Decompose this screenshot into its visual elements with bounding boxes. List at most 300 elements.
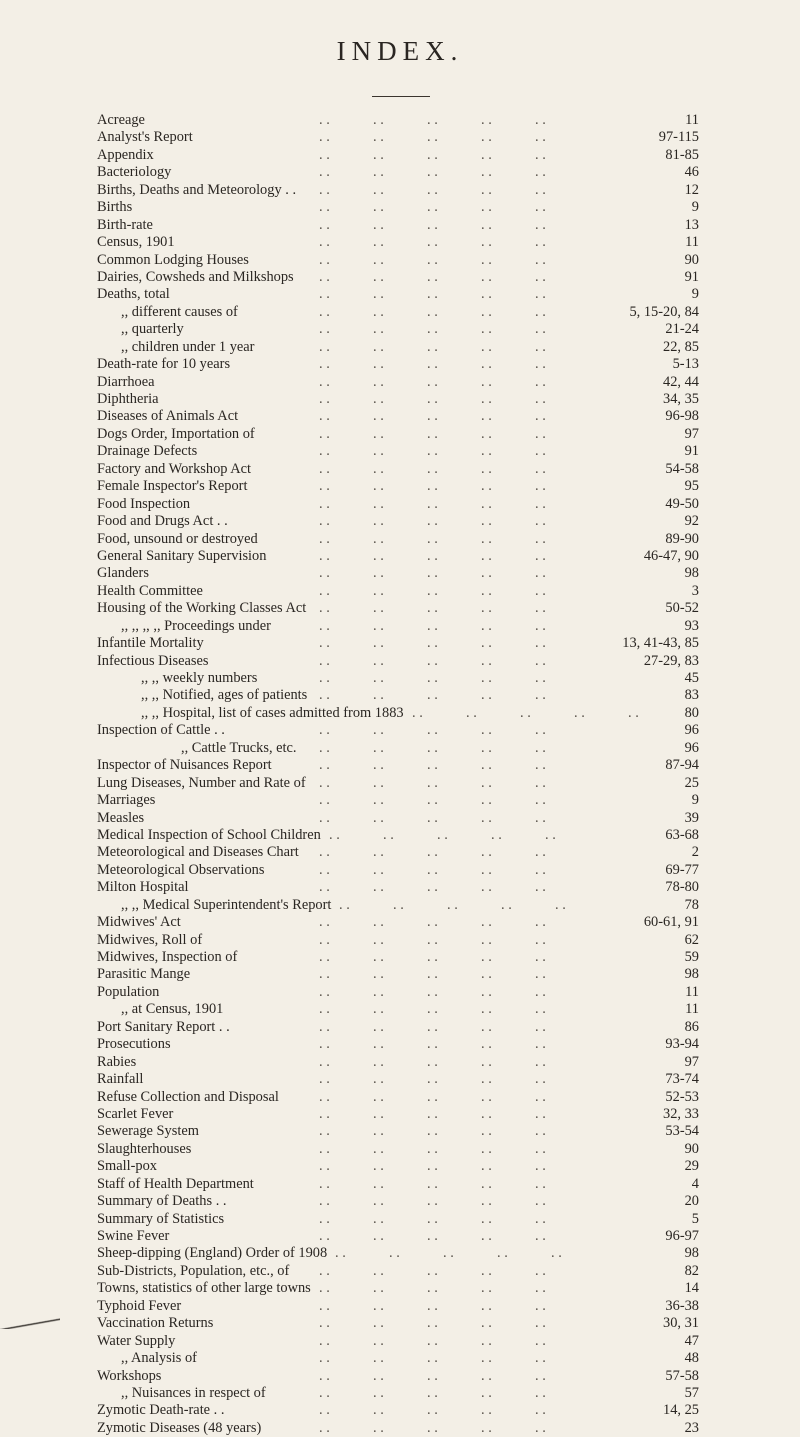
entry-text: Slaughterhouses xyxy=(97,1140,192,1157)
leader-dots: . . . . . . . . . . xyxy=(319,112,546,128)
entry-text: Diphtheria xyxy=(97,391,159,407)
entry-page: 48 xyxy=(684,1350,699,1367)
leader-dots: . . . . . . . . . . xyxy=(319,1280,546,1297)
entry-text: Diarrhoea xyxy=(97,373,155,390)
entry-page: 14, 25 xyxy=(663,1402,699,1419)
leader-dots: . . . . . . . . . . xyxy=(319,1018,546,1035)
index-entry xyxy=(97,321,699,338)
leader-dots: . . . . . . . . . . xyxy=(319,600,546,617)
entry-text: Inspector of Nuisances Report xyxy=(97,757,272,774)
entry-page: 9 xyxy=(691,286,699,303)
leader-dots: . . . . . . . . . . xyxy=(319,809,546,826)
leader-dots: . . . . . . . . . . xyxy=(319,1053,546,1070)
entry-page: 90 xyxy=(684,251,699,268)
leader-dots: . . . . . . . . . . xyxy=(319,425,546,442)
index-entry xyxy=(97,1298,699,1315)
entry-page: 86 xyxy=(684,1018,699,1035)
leader-dots: . . . . . . . . . . xyxy=(319,1210,546,1227)
entry-page: 32, 33 xyxy=(663,1105,699,1122)
index-entry xyxy=(97,1019,699,1036)
entry-page: 11 xyxy=(685,112,699,128)
entry-page: 91 xyxy=(684,268,699,285)
leader-dots: . . . . . . . . . . xyxy=(319,757,546,774)
title-rule xyxy=(372,96,430,97)
entry-text: Meteorological and Diseases Chart xyxy=(97,844,299,861)
entry-text: Midwives, Inspection of xyxy=(97,949,238,965)
entry-text: ,, ,, ,, ,, Proceedings under xyxy=(121,617,271,634)
leader-dots: . . . . . . . . . . xyxy=(319,565,546,582)
entry-page: 78-80 xyxy=(665,879,699,896)
entry-text: Refuse Collection and Disposal xyxy=(97,1088,279,1105)
leader-dots: . . . . . . . . . . xyxy=(335,1245,562,1262)
entry-page: 21-24 xyxy=(665,321,699,338)
entry-page: 96-98 xyxy=(665,408,699,425)
index-entry xyxy=(97,1071,699,1088)
entry-page: 9 xyxy=(691,199,699,216)
leader-dots: . . . . . . . . . . xyxy=(319,1262,546,1279)
entry-page: 50-52 xyxy=(665,600,699,617)
index-entry xyxy=(97,1141,699,1158)
leader-dots: . . . . . . . . . . xyxy=(319,792,546,809)
entry-text: Deaths, total xyxy=(97,286,170,303)
index-entry xyxy=(97,932,699,949)
page-corner-mark xyxy=(0,1315,60,1329)
entry-text: Zymotic Diseases (48 years) xyxy=(97,1419,262,1436)
entry-text: ,, children under 1 year xyxy=(121,338,255,355)
index-entry xyxy=(97,391,699,408)
leader-dots: . . . . . . . . . . xyxy=(319,530,546,547)
entry-text: Analyst's Report xyxy=(97,129,193,146)
leader-dots: . . . . . . . . . . xyxy=(319,1001,546,1018)
entry-page: 96 xyxy=(684,722,699,739)
entry-page: 11 xyxy=(685,1001,699,1018)
entry-text: Health Committee xyxy=(97,582,203,599)
entry-text: ,, ,, Notified, ages of patients xyxy=(141,687,308,704)
index-entry xyxy=(97,705,699,722)
entry-page: 69-77 xyxy=(665,861,699,878)
entry-page: 63-68 xyxy=(665,826,699,843)
entry-page: 93 xyxy=(684,617,699,634)
entry-page: 98 xyxy=(684,565,699,582)
leader-dots: . . . . . . . . . . xyxy=(319,1158,546,1175)
leader-dots: . . . . . . . . . . xyxy=(319,617,546,634)
leader-dots: . . . . . . . . . . xyxy=(319,635,546,652)
entry-text: Small-pox xyxy=(97,1158,157,1175)
entry-page: 54-58 xyxy=(665,460,699,477)
entry-page: 25 xyxy=(684,774,699,791)
index-entry xyxy=(97,1089,699,1106)
entry-text: Staff of Health Department xyxy=(97,1175,254,1192)
entry-text: Port Sanitary Report . . xyxy=(97,1018,230,1035)
leader-dots: . . . . . . . . . . xyxy=(319,478,546,495)
entry-page: 22, 85 xyxy=(663,338,699,355)
index-entry xyxy=(97,1176,699,1193)
index-entry xyxy=(97,984,699,1001)
index-entry xyxy=(97,740,699,757)
leader-dots: . . . . . . . . . . xyxy=(319,129,546,146)
entry-page: 91 xyxy=(684,443,699,460)
leader-dots: . . . . . . . . . . xyxy=(319,1384,546,1401)
entry-page: 83 xyxy=(684,687,699,704)
leader-dots: . . . . . . . . . . xyxy=(319,1193,546,1210)
entry-text: Prosecutions xyxy=(97,1036,171,1053)
index-entry xyxy=(97,129,699,146)
entry-page: 3 xyxy=(691,582,699,599)
entry-page: 89-90 xyxy=(665,530,699,547)
index-entry xyxy=(97,1368,699,1385)
index-entry xyxy=(97,1211,699,1228)
leader-dots: . . . . . . . . . . xyxy=(319,1123,546,1140)
entry-text: Infantile Mortality xyxy=(97,635,204,652)
entry-page: 80 xyxy=(684,704,699,721)
entry-page: 46 xyxy=(684,164,699,181)
index-entry xyxy=(97,775,699,792)
leader-dots: . . . . . . . . . . xyxy=(319,146,546,163)
leader-dots: . . . . . . . . . . xyxy=(319,722,546,739)
index-entry xyxy=(97,252,699,269)
entry-text: ,, ,, Hospital, list of cases admitted from 1883 xyxy=(141,704,404,721)
entry-text: Birth-rate xyxy=(97,216,153,233)
leader-dots: . . . . . . . . . . xyxy=(319,495,546,512)
index-entry xyxy=(97,461,699,478)
entry-text: Towns, statistics of other large towns xyxy=(97,1280,311,1297)
entry-text: Rainfall xyxy=(97,1071,144,1088)
entry-text: Population xyxy=(97,983,160,1000)
entry-text: Dogs Order, Importation of xyxy=(97,425,255,442)
index-entry xyxy=(97,653,699,670)
index-entry xyxy=(97,1350,699,1367)
entry-page: 20 xyxy=(684,1193,699,1210)
entry-text: Glanders xyxy=(97,565,149,582)
index-entry xyxy=(97,1385,699,1402)
entry-text: Births, Deaths and Meteorology . . xyxy=(97,181,297,198)
entry-page: 57-58 xyxy=(665,1367,699,1384)
leader-dots: . . . . . . . . . . xyxy=(319,268,546,285)
index-entry xyxy=(97,1106,699,1123)
entry-text: Drainage Defects xyxy=(97,443,198,460)
index-entry xyxy=(97,1054,699,1071)
entry-page: 9 xyxy=(691,792,699,809)
index-entry xyxy=(97,1001,699,1018)
entry-text: Vaccination Returns xyxy=(97,1315,214,1332)
entry-page: 13, 41-43, 85 xyxy=(622,635,699,652)
entry-text: Measles xyxy=(97,809,145,826)
leader-dots: . . . . . . . . . . xyxy=(319,234,546,251)
entry-page: 57 xyxy=(684,1384,699,1401)
entry-text: ,, Nuisances in respect of xyxy=(121,1384,266,1401)
index-entry xyxy=(97,147,699,164)
leader-dots: . . . . . . . . . . xyxy=(319,582,546,599)
entry-page: 47 xyxy=(684,1332,699,1349)
leader-dots: . . . . . . . . . . xyxy=(319,443,546,460)
entry-text: Sub-Districts, Population, etc., of xyxy=(97,1262,290,1279)
index-entry xyxy=(97,199,699,216)
leader-dots: . . . . . . . . . . xyxy=(319,338,546,355)
entry-text: Midwives, Roll of xyxy=(97,931,203,948)
entry-text: Scarlet Fever xyxy=(97,1105,174,1122)
entry-text: ,, Cattle Trucks, etc. xyxy=(181,739,297,756)
leader-dots: . . . . . . . . . . xyxy=(319,1315,546,1332)
leader-dots: . . . . . . . . . . xyxy=(412,704,639,721)
entry-text: Water Supply xyxy=(97,1332,176,1349)
entry-text: Dairies, Cowsheds and Milkshops xyxy=(97,268,294,285)
entry-page: 73-74 xyxy=(665,1071,699,1088)
index-entry xyxy=(97,182,699,199)
leader-dots: . . . . . . . . . . xyxy=(319,1036,546,1053)
entry-text: Death-rate for 10 years xyxy=(97,356,231,373)
leader-dots: . . . . . . . . . . xyxy=(319,1105,546,1122)
entry-text: General Sanitary Supervision xyxy=(97,547,267,564)
entry-text: Common Lodging Houses xyxy=(97,251,249,268)
entry-text: Inspection of Cattle . . xyxy=(97,722,225,739)
entry-text: ,, at Census, 1901 xyxy=(121,1001,224,1018)
entry-page: 12 xyxy=(684,181,699,198)
page-title: INDEX. xyxy=(336,36,464,66)
index-entry xyxy=(97,687,699,704)
entry-page: 11 xyxy=(685,234,699,251)
entry-page: 92 xyxy=(684,513,699,530)
entry-page: 98 xyxy=(684,1245,699,1262)
leader-dots: . . . . . . . . . . xyxy=(319,216,546,233)
leader-dots: . . . . . . . . . . xyxy=(319,1088,546,1105)
index-entry xyxy=(97,234,699,251)
entry-text: Lung Diseases, Number and Rate of xyxy=(97,774,306,791)
leader-dots: . . . . . . . . . . xyxy=(319,547,546,564)
index-entry xyxy=(97,286,699,303)
leader-dots: . . . . . . . . . . xyxy=(319,303,546,320)
leader-dots: . . . . . . . . . . xyxy=(319,949,546,965)
entry-page: 60-61, 91 xyxy=(643,914,699,931)
entry-text: ,, ,, weekly numbers xyxy=(141,670,258,686)
index-entry xyxy=(97,583,699,600)
leader-dots: . . . . . . . . . . xyxy=(319,513,546,530)
entry-text: Diseases of Animals Act xyxy=(97,408,239,425)
entry-text: Midwives' Act xyxy=(97,914,181,931)
entry-page: 49-50 xyxy=(665,495,699,512)
entry-page: 53-54 xyxy=(665,1123,699,1140)
entry-text: Zymotic Death-rate . . xyxy=(97,1402,225,1419)
index-entry xyxy=(97,757,699,774)
entry-text: Swine Fever xyxy=(97,1228,170,1244)
leader-dots: . . . . . . . . . . xyxy=(319,356,546,373)
index-entry xyxy=(97,844,699,861)
leader-dots: . . . . . . . . . . xyxy=(319,1332,546,1349)
index-entry xyxy=(97,1193,699,1210)
index-entry xyxy=(97,304,699,321)
entry-text: Food Inspection xyxy=(97,495,191,512)
leader-dots: . . . . . . . . . . xyxy=(319,1367,546,1384)
leader-dots: . . . . . . . . . . xyxy=(319,914,546,931)
entry-page: 5-13 xyxy=(672,356,699,373)
entry-page: 97-115 xyxy=(658,129,699,146)
entry-text: Marriages xyxy=(97,792,156,809)
entry-text: ,, Analysis of xyxy=(121,1350,197,1367)
index-entry xyxy=(97,112,699,129)
index-entry xyxy=(97,1228,699,1245)
entry-text: Food and Drugs Act . . xyxy=(97,513,228,530)
index-entry xyxy=(97,1245,699,1262)
entry-page: 90 xyxy=(684,1140,699,1157)
entry-page: 97 xyxy=(684,425,699,442)
index-entry xyxy=(97,600,699,617)
entry-page: 62 xyxy=(684,931,699,948)
entry-page: 96 xyxy=(684,739,699,756)
leader-dots: . . . . . . . . . . xyxy=(319,1402,546,1419)
index-entry xyxy=(97,1158,699,1175)
index-entry xyxy=(97,426,699,443)
index-entry xyxy=(97,827,699,844)
entry-page: 97 xyxy=(684,1053,699,1070)
entry-text: ,, ,, Medical Superintendent's Report xyxy=(121,896,332,913)
entry-page: 30, 31 xyxy=(663,1315,699,1332)
entry-page: 27-29, 83 xyxy=(643,652,699,669)
entry-text: Infectious Diseases xyxy=(97,652,209,669)
index-entry xyxy=(97,879,699,896)
entry-page: 87-94 xyxy=(665,757,699,774)
index-entry xyxy=(97,565,699,582)
entry-page: 96-97 xyxy=(665,1228,699,1244)
index-entry xyxy=(97,897,699,914)
leader-dots: . . . . . . . . . . xyxy=(319,774,546,791)
entry-text: Typhoid Fever xyxy=(97,1297,182,1314)
leader-dots: . . . . . . . . . . xyxy=(319,286,546,303)
leader-dots: . . . . . . . . . . xyxy=(319,670,546,686)
index-entry xyxy=(97,478,699,495)
index-entry xyxy=(97,810,699,827)
index-entry xyxy=(97,269,699,286)
leader-dots: . . . . . . . . . . xyxy=(319,1140,546,1157)
leader-dots: . . . . . . . . . . xyxy=(319,181,546,198)
leader-dots: . . . . . . . . . . xyxy=(319,408,546,425)
entry-page: 98 xyxy=(684,966,699,983)
entry-page: 36-38 xyxy=(665,1297,699,1314)
entry-page: 78 xyxy=(684,896,699,913)
leader-dots: . . . . . . . . . . xyxy=(319,1228,546,1244)
entry-page: 4 xyxy=(691,1175,699,1192)
index-entry xyxy=(97,531,699,548)
leader-dots: . . . . . . . . . . xyxy=(339,896,566,913)
entry-page: 45 xyxy=(684,670,699,686)
leader-dots: . . . . . . . . . . xyxy=(319,879,546,896)
entry-page: 95 xyxy=(684,478,699,495)
entry-text: Food, unsound or destroyed xyxy=(97,530,258,547)
index-entry xyxy=(97,1123,699,1140)
index-entry xyxy=(97,443,699,460)
index-entry xyxy=(97,217,699,234)
entry-page: 81-85 xyxy=(665,146,699,163)
leader-dots: . . . . . . . . . . xyxy=(319,687,546,704)
entry-text: Medical Inspection of School Children xyxy=(97,826,321,843)
index-entry xyxy=(97,164,699,181)
entry-page: 11 xyxy=(685,983,699,1000)
index-entry xyxy=(97,374,699,391)
leader-dots: . . . . . . . . . . xyxy=(319,931,546,948)
entry-text: Female Inspector's Report xyxy=(97,478,248,495)
index-entry xyxy=(97,966,699,983)
leader-dots: . . . . . . . . . . xyxy=(319,1175,546,1192)
index-entry xyxy=(97,1315,699,1332)
leader-dots: . . . . . . . . . . xyxy=(319,391,546,407)
entry-page: 29 xyxy=(684,1158,699,1175)
index-entry xyxy=(97,1333,699,1350)
entry-text: Workshops xyxy=(97,1367,162,1384)
index-entry xyxy=(97,496,699,513)
leader-dots: . . . . . . . . . . xyxy=(319,844,546,861)
leader-dots: . . . . . . . . . . xyxy=(319,983,546,1000)
entry-text: Acreage xyxy=(97,112,145,128)
entry-page: 5, 15-20, 84 xyxy=(629,303,699,320)
entry-text: Summary of Statistics xyxy=(97,1210,225,1227)
index-entry xyxy=(97,914,699,931)
leader-dots: . . . . . . . . . . xyxy=(319,373,546,390)
entry-text: Sheep-dipping (England) Order of 1908 xyxy=(97,1245,328,1262)
entry-text: Meteorological Observations xyxy=(97,861,265,878)
index-entry xyxy=(97,548,699,565)
index-entry xyxy=(97,339,699,356)
index-entry xyxy=(97,635,699,652)
entry-page: 52-53 xyxy=(665,1088,699,1105)
entry-page: 42, 44 xyxy=(663,373,699,390)
leader-dots: . . . . . . . . . . xyxy=(319,460,546,477)
index-list xyxy=(97,112,699,1437)
entry-page: 93-94 xyxy=(665,1036,699,1053)
index-entry xyxy=(97,1036,699,1053)
leader-dots: . . . . . . . . . . xyxy=(319,739,546,756)
leader-dots: . . . . . . . . . . xyxy=(319,1419,546,1436)
entry-page: 46-47, 90 xyxy=(643,547,699,564)
index-entry xyxy=(97,408,699,425)
entry-text: Parasitic Mange xyxy=(97,966,191,983)
entry-text: ,, quarterly xyxy=(121,321,184,338)
leader-dots: . . . . . . . . . . xyxy=(319,652,546,669)
entry-page: 59 xyxy=(684,949,699,965)
entry-page: 2 xyxy=(691,844,699,861)
entry-text: ,, different causes of xyxy=(121,303,238,320)
leader-dots: . . . . . . . . . . xyxy=(329,826,556,843)
index-entry xyxy=(97,949,699,966)
leader-dots: . . . . . . . . . . xyxy=(319,199,546,216)
index-entry xyxy=(97,1402,699,1419)
entry-page: 13 xyxy=(684,216,699,233)
entry-text: Summary of Deaths . . xyxy=(97,1193,227,1210)
entry-text: Rabies xyxy=(97,1053,137,1070)
index-entry xyxy=(97,722,699,739)
leader-dots: . . . . . . . . . . xyxy=(319,861,546,878)
entry-page: 14 xyxy=(684,1280,699,1297)
entry-page: 23 xyxy=(684,1419,699,1436)
entry-page: 5 xyxy=(691,1210,699,1227)
entry-text: Census, 1901 xyxy=(97,234,175,251)
entry-text: Bacteriology xyxy=(97,164,172,181)
index-entry xyxy=(97,513,699,530)
leader-dots: . . . . . . . . . . xyxy=(319,966,546,983)
leader-dots: . . . . . . . . . . xyxy=(319,1350,546,1367)
index-entry xyxy=(97,356,699,373)
entry-text: Sewerage System xyxy=(97,1123,199,1140)
leader-dots: . . . . . . . . . . xyxy=(319,321,546,338)
leader-dots: . . . . . . . . . . xyxy=(319,251,546,268)
index-entry xyxy=(97,1263,699,1280)
leader-dots: . . . . . . . . . . xyxy=(319,1071,546,1088)
index-entry xyxy=(97,670,699,687)
entry-text: Housing of the Working Classes Act xyxy=(97,600,307,617)
entry-text: Appendix xyxy=(97,146,154,163)
leader-dots: . . . . . . . . . . xyxy=(319,164,546,181)
entry-page: 82 xyxy=(684,1262,699,1279)
entry-text: Milton Hospital xyxy=(97,879,189,896)
index-entry xyxy=(97,1420,699,1437)
index-entry xyxy=(97,792,699,809)
